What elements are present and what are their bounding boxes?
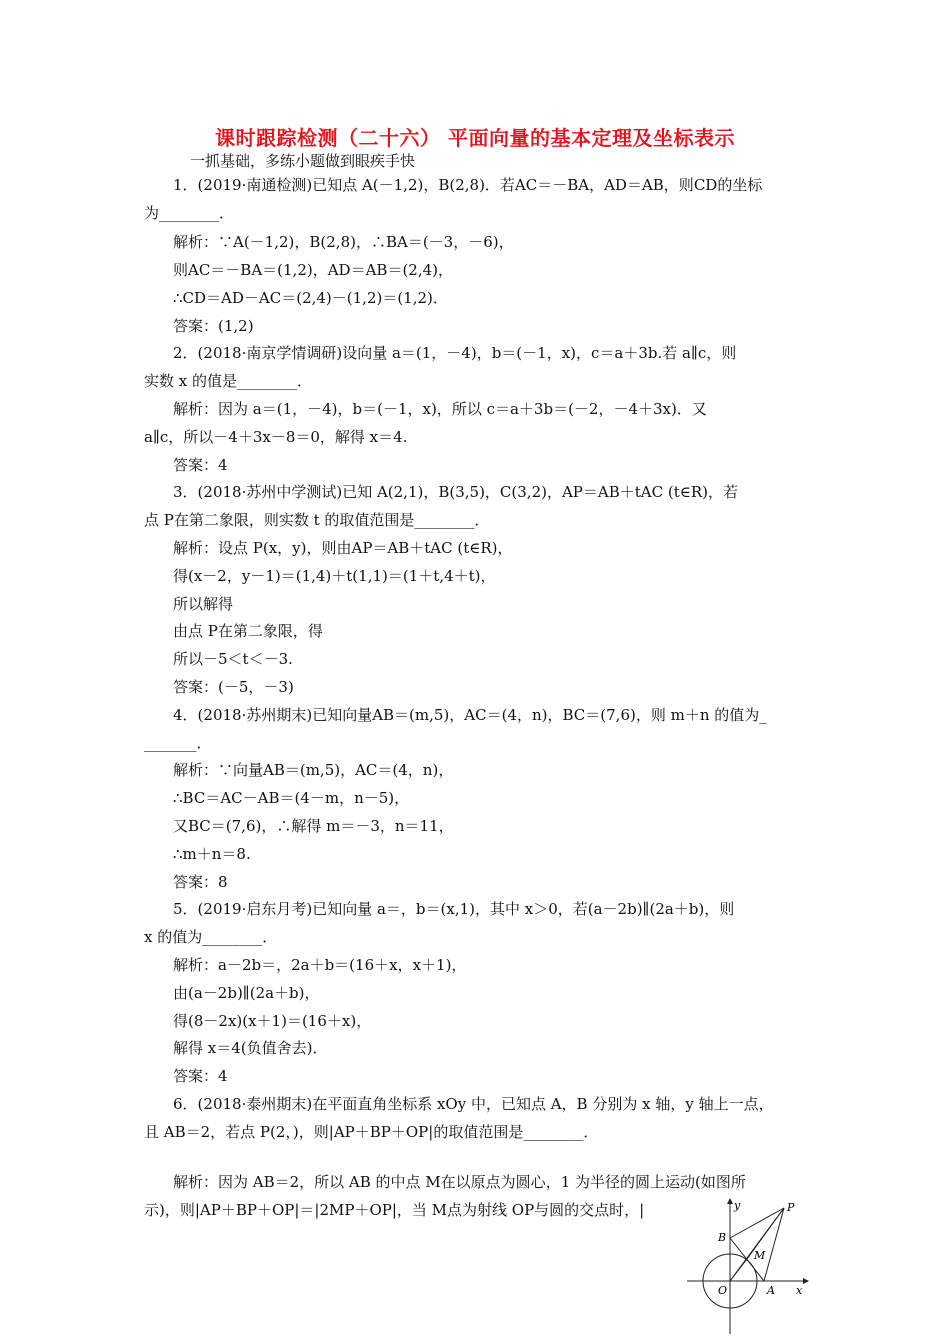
label-a: A xyxy=(767,1284,775,1297)
text-line: 解析：设点 P(x，y)，则由AP＝AB＋tAC (t∈R)， xyxy=(173,539,513,557)
text-line: 由点 P在第二象限，得 xyxy=(173,622,323,640)
text-line: 2．(2018·南京学情调研)设向量 a＝(1，－4)，b＝(－1，x)，c＝a＋3b.若 a∥c，则 xyxy=(173,344,737,362)
text-line: ∴CD＝AD－AC＝(2,4)－(1,2)＝(1,2)． xyxy=(173,289,448,307)
segment-bp xyxy=(730,1208,784,1238)
text-line: 为________． xyxy=(144,204,235,222)
text-line: 解析：因为 a＝(1，－4)，b＝(－1，x)，所以 c＝a＋3b＝(－2，－4＋3x)．又 xyxy=(173,400,707,418)
text-line: 点 P在第二象限，则实数 t 的取值范围是________． xyxy=(144,511,490,529)
text-line: x 的值为________． xyxy=(144,928,278,946)
label-y: y xyxy=(734,1199,741,1212)
label-x: x xyxy=(796,1284,803,1297)
text-line: 解析：a－2b＝，2a＋b＝(16＋x，x＋1)， xyxy=(173,956,467,974)
label-b: B xyxy=(718,1231,727,1244)
text-line: 答案：8 xyxy=(173,873,228,891)
geometry-figure xyxy=(683,1196,813,1336)
text-line: 所以－5＜t＜－3. xyxy=(173,650,293,668)
label-m: M xyxy=(754,1249,766,1262)
text-line: 答案：4 xyxy=(173,456,228,474)
text-line: 又BC＝(7,6)，∴解得 m＝－3，n＝11， xyxy=(173,817,454,835)
segment-ap xyxy=(764,1208,784,1281)
text-line: a∥c，所以－4＋3x－8＝0，解得 x＝4. xyxy=(144,428,408,446)
text-line: 4．(2018·苏州期末)已知向量AB＝(m,5)，AC＝(4，n)，BC＝(7,6)，则 m＋n 的值为_ xyxy=(173,706,767,724)
text-line: 得(8－2x)(x＋1)＝(16＋x)， xyxy=(173,1012,372,1030)
text-line: 3．(2018·苏州中学测试)已知 A(2,1)，B(3,5)，C(3,2)，AP＝AB＋tAC (t∈R)，若 xyxy=(173,483,738,501)
text-line: 解析：因为 AB＝2，所以 AB 的中点 M在以原点为圆心，1 为半径的圆上运动(如图所 xyxy=(173,1173,746,1191)
text-line: 答案：(－5，－3) xyxy=(173,678,294,696)
text-line: 则AC＝－BA＝(1,2)，AD＝AB＝(2,4)， xyxy=(173,261,453,279)
text-line: 所以解得 xyxy=(173,595,234,613)
segment-mp xyxy=(747,1208,784,1259)
text-line: 答案：(1,2) xyxy=(173,317,254,335)
text-line: 1．(2019·南通检测)已知点 A(－1,2)，B(2,8)．若AC＝－BA，AD＝AB，则CD的坐标 xyxy=(173,176,763,194)
label-p: P xyxy=(787,1201,795,1214)
subtitle: 一抓基础，多练小题做到眼疾手快 xyxy=(190,152,416,170)
text-line: 解析：∵A(－1,2)，B(2,8)，∴BA＝(－3，－6)， xyxy=(173,233,514,251)
page-title: 课时跟踪检测（二十六） 平面向量的基本定理及坐标表示 xyxy=(215,126,735,150)
text-line: ∴m＋n＝8. xyxy=(173,845,251,863)
text-line: 解得 x＝4(负值舍去)． xyxy=(173,1039,328,1057)
text-line: 示)，则|AP＋BP＋OP|＝|2MP＋OP|，当 M点为射线 OP与圆的交点时，| xyxy=(144,1201,645,1219)
text-line: 由(a－2b)∥(2a＋b)， xyxy=(173,984,320,1002)
text-line: ∴BC＝AC－AB＝(4－m，n－5)， xyxy=(173,789,410,807)
text-line: 解析：∵向量AB＝(m,5)，AC＝(4，n)， xyxy=(173,761,454,779)
label-o: O xyxy=(718,1284,728,1297)
y-axis-arrow xyxy=(727,1198,733,1204)
text-line: 5．(2019·启东月考)已知向量 a＝，b＝(x,1)，其中 x＞0，若(a－2b)∥(2a＋b)，则 xyxy=(173,900,735,918)
x-axis-arrow xyxy=(803,1278,809,1284)
segment-om xyxy=(730,1259,747,1281)
text-line: 6．(2018·泰州期末)在平面直角坐标系 xOy 中，已知点 A，B 分别为 x 轴，y 轴上一点， xyxy=(173,1095,774,1113)
text-line: 实数 x 的值是________． xyxy=(144,372,312,390)
text-line: 得(x－2，y－1)＝(1,4)＋t(1,1)＝(1＋t,4＋t)， xyxy=(173,567,496,585)
text-line: 且 AB＝2，若点 P(2，)，则|AP＋BP＋OP|的取值范围是________． xyxy=(144,1123,599,1141)
text-line: _______． xyxy=(144,734,212,752)
text-line: 答案：4 xyxy=(173,1067,228,1085)
